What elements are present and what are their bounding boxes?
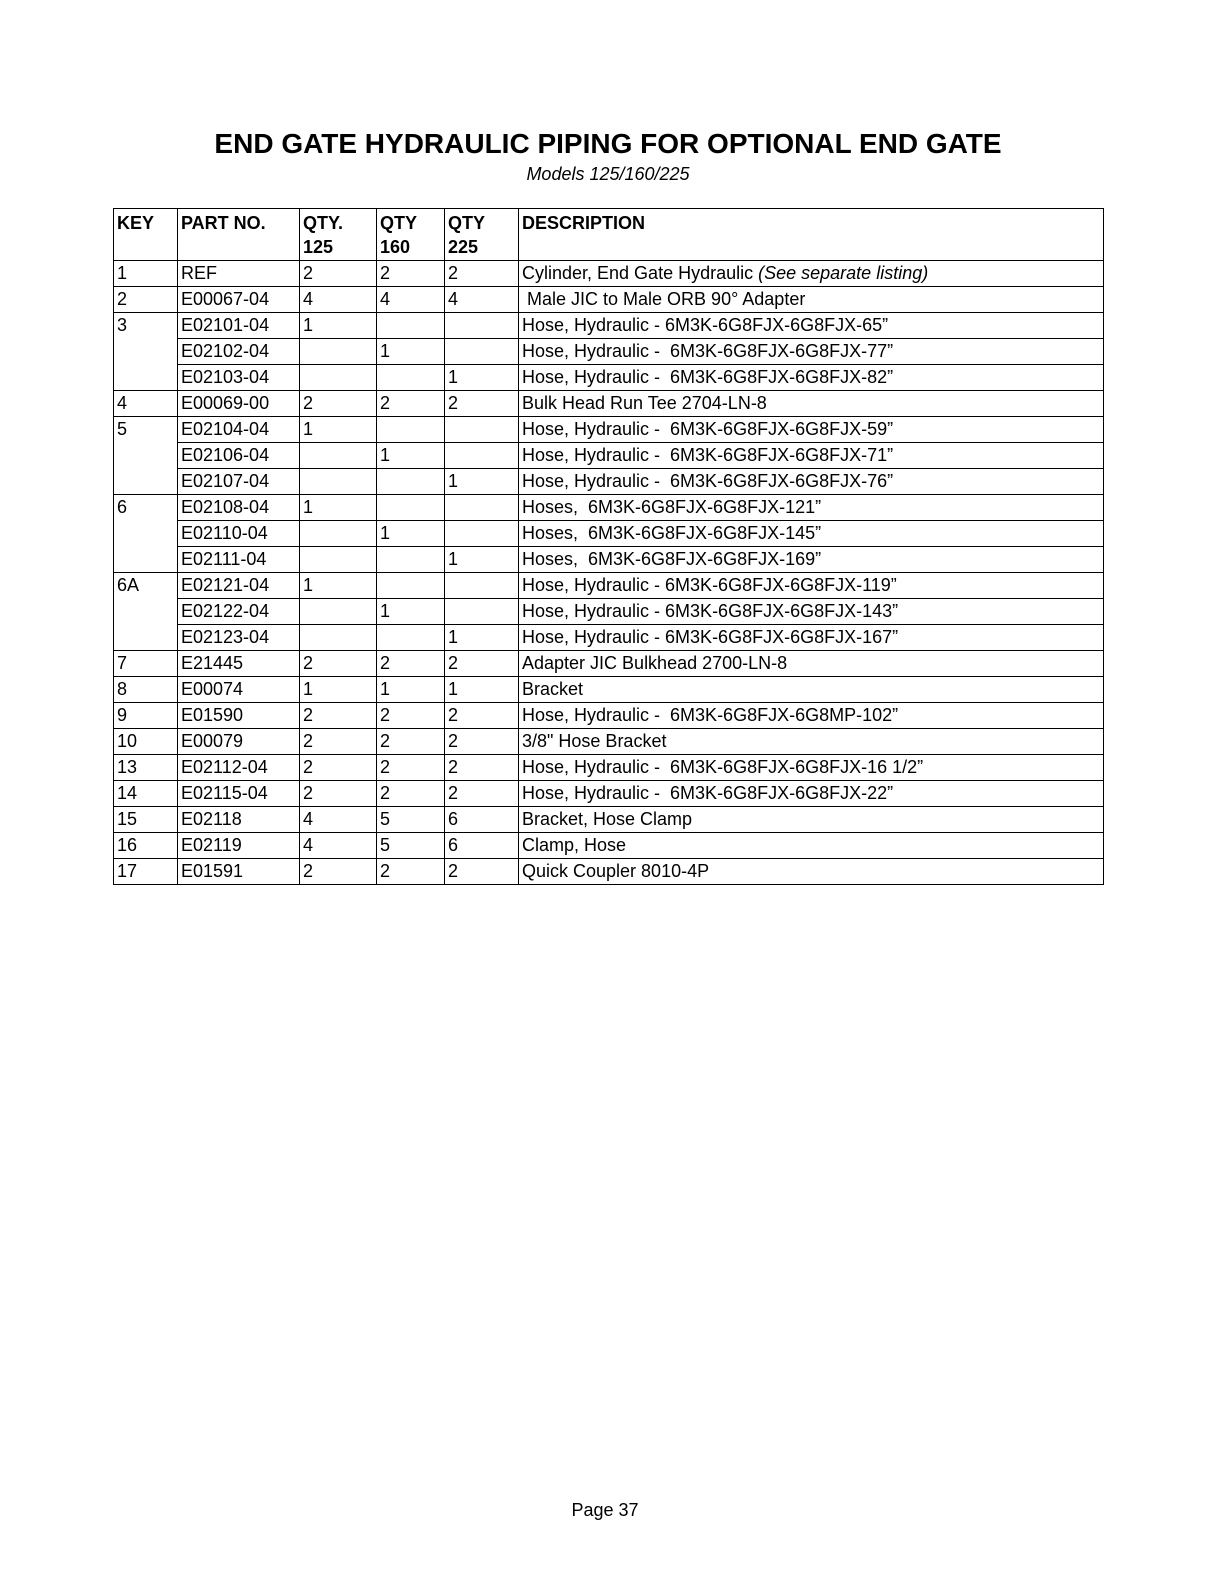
description-text: Clamp, Hose — [522, 835, 627, 855]
cell-qty-125: 1 — [300, 313, 377, 339]
cell-part-no: E01590 — [178, 703, 300, 729]
table-row — [114, 859, 1104, 885]
cell-part-no: E02118 — [178, 807, 300, 833]
cell-part-no: E00079 — [178, 729, 300, 755]
cell-qty-225: 1 — [445, 365, 519, 391]
description-text: Hose, Hydraulic - 6M3K-6G8FJX-6G8FJX-119” — [522, 575, 897, 595]
cell-key: 8 — [114, 677, 178, 703]
header-qty-125-line1: QTY. — [303, 213, 344, 233]
cell-qty-160 — [377, 625, 445, 651]
cell-part-no: E00067-04 — [178, 287, 300, 313]
cell-part-no: E01591 — [178, 859, 300, 885]
cell-qty-160: 2 — [377, 755, 445, 781]
cell-qty-225: 2 — [445, 391, 519, 417]
cell-part-no: E02110-04 — [178, 521, 300, 547]
cell-qty-160: 2 — [377, 651, 445, 677]
cell-qty-125: 1 — [300, 677, 377, 703]
cell-description — [519, 755, 1104, 781]
cell-description — [519, 573, 1104, 599]
header-qty-160-line2: 160 — [380, 237, 411, 257]
table-row — [114, 651, 1104, 677]
cell-key: 5 — [114, 417, 178, 443]
cell-description — [519, 391, 1104, 417]
page-title: END GATE HYDRAULIC PIPING FOR OPTIONAL END GATE — [214, 128, 1002, 159]
cell-part-no: E02101-04 — [178, 313, 300, 339]
table-row — [114, 755, 1104, 781]
description-text: Hose, Hydraulic - 6M3K-6G8FJX-6G8FJX-82” — [522, 367, 894, 387]
table-header-row — [114, 209, 1104, 261]
cell-qty-160: 1 — [377, 599, 445, 625]
cell-qty-225: 2 — [445, 859, 519, 885]
table-row — [114, 703, 1104, 729]
cell-qty-160: 2 — [377, 261, 445, 287]
cell-qty-160: 1 — [377, 677, 445, 703]
description-text: Hose, Hydraulic - 6M3K-6G8FJX-6G8FJX-76” — [522, 471, 894, 491]
cell-qty-160: 1 — [377, 339, 445, 365]
cell-key: 1 — [114, 261, 178, 287]
cell-qty-225 — [445, 417, 519, 443]
cell-qty-125 — [300, 521, 377, 547]
cell-qty-160: 2 — [377, 859, 445, 885]
cell-part-no: E00069-00 — [178, 391, 300, 417]
cell-key: 17 — [114, 859, 178, 885]
table-row — [114, 547, 1104, 573]
cell-qty-225: 4 — [445, 287, 519, 313]
header-part-no: PART NO. — [178, 209, 300, 261]
table-row — [114, 495, 1104, 521]
cell-qty-160: 1 — [377, 521, 445, 547]
header-qty-125-line2: 125 — [303, 237, 334, 257]
table-row — [114, 599, 1104, 625]
cell-part-no: E02121-04 — [178, 573, 300, 599]
cell-part-no: E02111-04 — [178, 547, 300, 573]
cell-key: 10 — [114, 729, 178, 755]
cell-key: 6A — [114, 573, 178, 599]
cell-qty-125: 1 — [300, 495, 377, 521]
header-qty-225-line1: QTY — [448, 213, 486, 233]
header-description: DESCRIPTION — [519, 209, 1104, 261]
table-row — [114, 521, 1104, 547]
cell-qty-125: 2 — [300, 391, 377, 417]
cell-description — [519, 313, 1104, 339]
parts-table — [113, 208, 1104, 885]
table-row — [114, 391, 1104, 417]
page-subtitle: Models 125/160/225 — [526, 164, 690, 184]
cell-description — [519, 729, 1104, 755]
cell-qty-125: 2 — [300, 703, 377, 729]
cell-qty-160 — [377, 417, 445, 443]
cell-part-no: E02104-04 — [178, 417, 300, 443]
cell-description — [519, 495, 1104, 521]
description-text: Hose, Hydraulic - 6M3K-6G8FJX-6G8FJX-143” — [522, 601, 899, 621]
cell-description — [519, 677, 1104, 703]
table-row — [114, 573, 1104, 599]
description-text: Hoses, 6M3K-6G8FJX-6G8FJX-145” — [522, 523, 822, 543]
cell-part-no: E02107-04 — [178, 469, 300, 495]
table-row — [114, 261, 1104, 287]
cell-qty-225: 2 — [445, 703, 519, 729]
cell-qty-225: 2 — [445, 781, 519, 807]
cell-qty-160 — [377, 573, 445, 599]
cell-qty-160: 5 — [377, 807, 445, 833]
table-row — [114, 833, 1104, 859]
cell-qty-225: 1 — [445, 625, 519, 651]
cell-qty-125: 1 — [300, 573, 377, 599]
cell-part-no: E02103-04 — [178, 365, 300, 391]
table-row — [114, 417, 1104, 443]
cell-key: 13 — [114, 755, 178, 781]
table-row — [114, 365, 1104, 391]
description-text: Bulk Head Run Tee 2704-LN-8 — [522, 393, 767, 413]
cell-qty-125 — [300, 339, 377, 365]
cell-qty-125 — [300, 625, 377, 651]
cell-key: 9 — [114, 703, 178, 729]
cell-description — [519, 599, 1104, 625]
cell-part-no: E00074 — [178, 677, 300, 703]
cell-qty-160: 2 — [377, 729, 445, 755]
cell-qty-160: 5 — [377, 833, 445, 859]
header-qty-160-line1: QTY — [380, 213, 418, 233]
description-text: Hoses, 6M3K-6G8FJX-6G8FJX-169” — [522, 549, 822, 569]
cell-key — [114, 625, 178, 651]
cell-qty-225: 6 — [445, 807, 519, 833]
cell-description — [519, 651, 1104, 677]
page-number: Page 37 — [571, 1500, 639, 1520]
cell-part-no: E02119 — [178, 833, 300, 859]
cell-qty-125: 1 — [300, 417, 377, 443]
cell-description — [519, 807, 1104, 833]
description-text: Hose, Hydraulic - 6M3K-6G8FJX-6G8FJX-59” — [522, 419, 894, 439]
cell-part-no: E02106-04 — [178, 443, 300, 469]
header-qty-225-line2: 225 — [448, 237, 479, 257]
table-row — [114, 677, 1104, 703]
cell-description — [519, 703, 1104, 729]
table-row — [114, 339, 1104, 365]
cell-qty-125 — [300, 599, 377, 625]
description-text: Male JIC to Male ORB 90° Adapter — [522, 289, 806, 309]
cell-qty-160: 1 — [377, 443, 445, 469]
cell-qty-225 — [445, 313, 519, 339]
header-key: KEY — [114, 209, 178, 261]
cell-part-no: E02122-04 — [178, 599, 300, 625]
cell-qty-160: 2 — [377, 703, 445, 729]
cell-qty-125: 4 — [300, 807, 377, 833]
cell-part-no: E21445 — [178, 651, 300, 677]
cell-qty-160 — [377, 313, 445, 339]
cell-key — [114, 547, 178, 573]
cell-qty-225: 1 — [445, 469, 519, 495]
cell-qty-225 — [445, 599, 519, 625]
cell-key: 6 — [114, 495, 178, 521]
cell-key: 14 — [114, 781, 178, 807]
cell-qty-160: 2 — [377, 781, 445, 807]
description-text: Hose, Hydraulic - 6M3K-6G8FJX-6G8FJX-16 1/2” — [522, 757, 924, 777]
description-text: Hose, Hydraulic - 6M3K-6G8FJX-6G8FJX-77” — [522, 341, 894, 361]
cell-part-no: E02108-04 — [178, 495, 300, 521]
cell-qty-125: 2 — [300, 859, 377, 885]
description-text: Hoses, 6M3K-6G8FJX-6G8FJX-121” — [522, 497, 822, 517]
cell-qty-160 — [377, 469, 445, 495]
cell-qty-125 — [300, 547, 377, 573]
cell-key — [114, 599, 178, 625]
cell-description — [519, 339, 1104, 365]
cell-description — [519, 781, 1104, 807]
cell-qty-225: 1 — [445, 547, 519, 573]
cell-key — [114, 469, 178, 495]
cell-qty-225: 2 — [445, 729, 519, 755]
cell-qty-125: 4 — [300, 287, 377, 313]
table-row — [114, 625, 1104, 651]
cell-description — [519, 625, 1104, 651]
cell-description — [519, 521, 1104, 547]
cell-key: 15 — [114, 807, 178, 833]
description-text: Quick Coupler 8010-4P — [522, 861, 710, 881]
cell-qty-160 — [377, 495, 445, 521]
table-row — [114, 807, 1104, 833]
description-text: Hose, Hydraulic - 6M3K-6G8FJX-6G8MP-102” — [522, 705, 899, 725]
table-body — [114, 261, 1104, 885]
cell-key — [114, 339, 178, 365]
cell-key — [114, 521, 178, 547]
cell-qty-160: 2 — [377, 391, 445, 417]
cell-qty-225 — [445, 495, 519, 521]
cell-qty-225 — [445, 521, 519, 547]
table-row — [114, 313, 1104, 339]
cell-qty-125: 2 — [300, 651, 377, 677]
description-text: Adapter JIC Bulkhead 2700-LN-8 — [522, 653, 788, 673]
cell-description — [519, 547, 1104, 573]
header-qty-160 — [377, 209, 445, 261]
description-note: (See separate listing) — [758, 263, 929, 283]
cell-qty-225: 2 — [445, 261, 519, 287]
cell-description — [519, 365, 1104, 391]
cell-part-no: E02115-04 — [178, 781, 300, 807]
description-text: Hose, Hydraulic - 6M3K-6G8FJX-6G8FJX-65” — [522, 315, 889, 335]
cell-qty-125: 4 — [300, 833, 377, 859]
cell-description — [519, 833, 1104, 859]
cell-description — [519, 443, 1104, 469]
cell-description — [519, 859, 1104, 885]
cell-description — [519, 469, 1104, 495]
cell-part-no: E02123-04 — [178, 625, 300, 651]
table-row — [114, 781, 1104, 807]
description-text: Bracket — [522, 679, 584, 699]
cell-qty-125 — [300, 365, 377, 391]
cell-qty-125: 2 — [300, 781, 377, 807]
description-text: 3/8" Hose Bracket — [522, 731, 667, 751]
cell-part-no: E02102-04 — [178, 339, 300, 365]
cell-qty-160 — [377, 365, 445, 391]
table-row — [114, 469, 1104, 495]
cell-qty-125 — [300, 469, 377, 495]
cell-qty-225 — [445, 573, 519, 599]
cell-key — [114, 365, 178, 391]
description-text: Hose, Hydraulic - 6M3K-6G8FJX-6G8FJX-167” — [522, 627, 899, 647]
cell-qty-225 — [445, 443, 519, 469]
cell-qty-225: 6 — [445, 833, 519, 859]
cell-qty-225: 2 — [445, 651, 519, 677]
table-row — [114, 443, 1104, 469]
table-row — [114, 729, 1104, 755]
cell-qty-225: 2 — [445, 755, 519, 781]
cell-qty-225 — [445, 339, 519, 365]
description-text: Hose, Hydraulic - 6M3K-6G8FJX-6G8FJX-71” — [522, 445, 894, 465]
cell-qty-125: 2 — [300, 729, 377, 755]
description-text: Bracket, Hose Clamp — [522, 809, 693, 829]
cell-key: 3 — [114, 313, 178, 339]
cell-description — [519, 287, 1104, 313]
description-text: Hose, Hydraulic - 6M3K-6G8FJX-6G8FJX-22” — [522, 783, 894, 803]
description-text: Cylinder, End Gate Hydraulic — [522, 263, 754, 283]
cell-qty-225: 1 — [445, 677, 519, 703]
cell-qty-125: 2 — [300, 261, 377, 287]
cell-description — [519, 417, 1104, 443]
cell-key: 2 — [114, 287, 178, 313]
cell-key: 16 — [114, 833, 178, 859]
cell-description — [519, 261, 1104, 287]
cell-key: 7 — [114, 651, 178, 677]
header-qty-125 — [300, 209, 377, 261]
cell-key — [114, 443, 178, 469]
header-qty-225 — [445, 209, 519, 261]
cell-qty-160: 4 — [377, 287, 445, 313]
cell-key: 4 — [114, 391, 178, 417]
cell-part-no: REF — [178, 261, 300, 287]
table-row — [114, 287, 1104, 313]
cell-qty-125: 2 — [300, 755, 377, 781]
cell-part-no: E02112-04 — [178, 755, 300, 781]
cell-qty-160 — [377, 547, 445, 573]
cell-qty-125 — [300, 443, 377, 469]
